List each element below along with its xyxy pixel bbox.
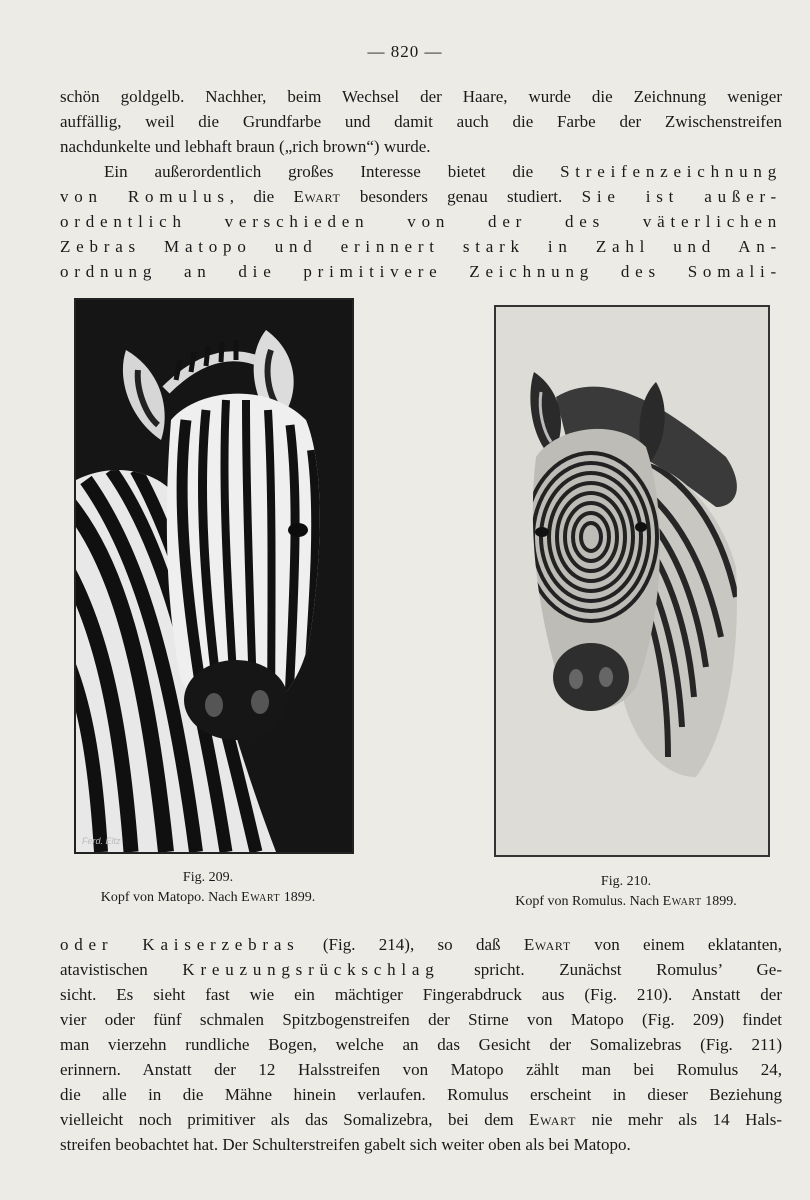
text-run: nie mehr als 14 Hals-: [576, 1110, 782, 1129]
top-text-block: [60, 84, 782, 284]
text-line: schön goldgelb. Nachher, beim Wechsel der Haare, wurde die Zeichnung weniger: [60, 87, 782, 106]
author-name: Ewart: [529, 1110, 577, 1129]
zebra-matopo-illustration: [76, 300, 352, 852]
figure-label: Fig. 209.: [182, 870, 234, 885]
figure-210-photo: [494, 305, 770, 857]
text-line: sicht. Es sieht fast wie ein mächtiger Fingerabdruck aus (Fig. 210). Anstatt der: [60, 985, 782, 1004]
text-line: [60, 932, 782, 957]
text-line: [60, 159, 782, 184]
text-line: erinnern. Anstatt der 12 Halsstreifen von Matopo zählt man bei Romulus 24,: [60, 1060, 782, 1079]
spaced-term: Streifenzeichnung: [560, 162, 782, 181]
text-line: [60, 1107, 782, 1132]
text-run: atavistischen: [60, 960, 183, 979]
figure-210-caption: [462, 872, 790, 912]
text-run: besonders genau studiert.: [340, 187, 582, 206]
author-name: Ewart: [662, 894, 702, 909]
text-line: auffällig, weil die Grundfarbe und damit auch die Farbe der Zwischenstreifen: [60, 112, 782, 131]
text-line: ordentlich verschieden von der des väterlichen: [60, 212, 782, 231]
zebra-romulus-illustration: [496, 307, 768, 855]
spaced-term: Kreuzungsrückschlag: [182, 960, 440, 979]
caption-text: [50, 888, 366, 908]
caption-run: 1899.: [701, 894, 737, 909]
text-run: von einem eklatanten,: [570, 935, 783, 954]
text-line: vier oder fünf schmalen Spitzbogenstreifen der Stirne von Matopo (Fig. 209) findet: [60, 1010, 782, 1029]
photo-credit: Ferd. Eltz: [82, 836, 121, 846]
figure-label: Fig. 210.: [600, 874, 652, 889]
text-run: spricht. Zunächst Romulus’ Ge-: [439, 960, 782, 979]
text-line: die alle in die Mähne hinein verlaufen. Romulus erscheint in dieser Beziehung: [60, 1085, 782, 1104]
text-run: , die: [229, 187, 294, 206]
spaced-term: oder Kaiserzebras: [60, 935, 300, 954]
page-number: — 820 —: [367, 42, 443, 61]
author-name: Ewart: [241, 890, 281, 905]
text-run: Ein außerordentlich großes Interesse bietet die: [104, 162, 561, 181]
author-name: Ewart: [293, 187, 341, 206]
caption-run: 1899.: [280, 890, 316, 905]
text-line: [60, 184, 782, 209]
figure-209-caption: [50, 868, 366, 908]
caption-text: [462, 892, 790, 912]
figure-209-photo: [74, 298, 354, 854]
text-run: vielleicht noch primitiver als das Somalizebra, bei dem: [60, 1110, 530, 1129]
spaced-term: von Romulus: [60, 187, 230, 206]
author-name: Ewart: [523, 935, 571, 954]
text-line: nachdunkelte und lebhaft braun („rich brown“) wurde.: [60, 137, 431, 156]
text-line: ordnung an die primitivere Zeichnung des Somali-: [60, 262, 782, 281]
text-line: streifen beobachtet hat. Der Schulterstreifen gabelt sich weiter oben als bei Matopo.: [60, 1135, 631, 1154]
text-line: Zebras Matopo und erinnert stark in Zahl und An-: [60, 237, 782, 256]
text-line: [60, 957, 782, 982]
text-run: (Fig. 214), so daß: [299, 935, 524, 954]
caption-run: Kopf von Romulus. Nach: [515, 894, 663, 909]
bottom-text-block: [60, 932, 782, 1157]
caption-run: Kopf von Matopo. Nach: [100, 890, 242, 905]
spaced-term: Sie ist außer-: [581, 187, 782, 206]
text-line: man vierzehn rundliche Bogen, welche an das Gesicht der Somalizebras (Fig. 211): [60, 1035, 782, 1054]
